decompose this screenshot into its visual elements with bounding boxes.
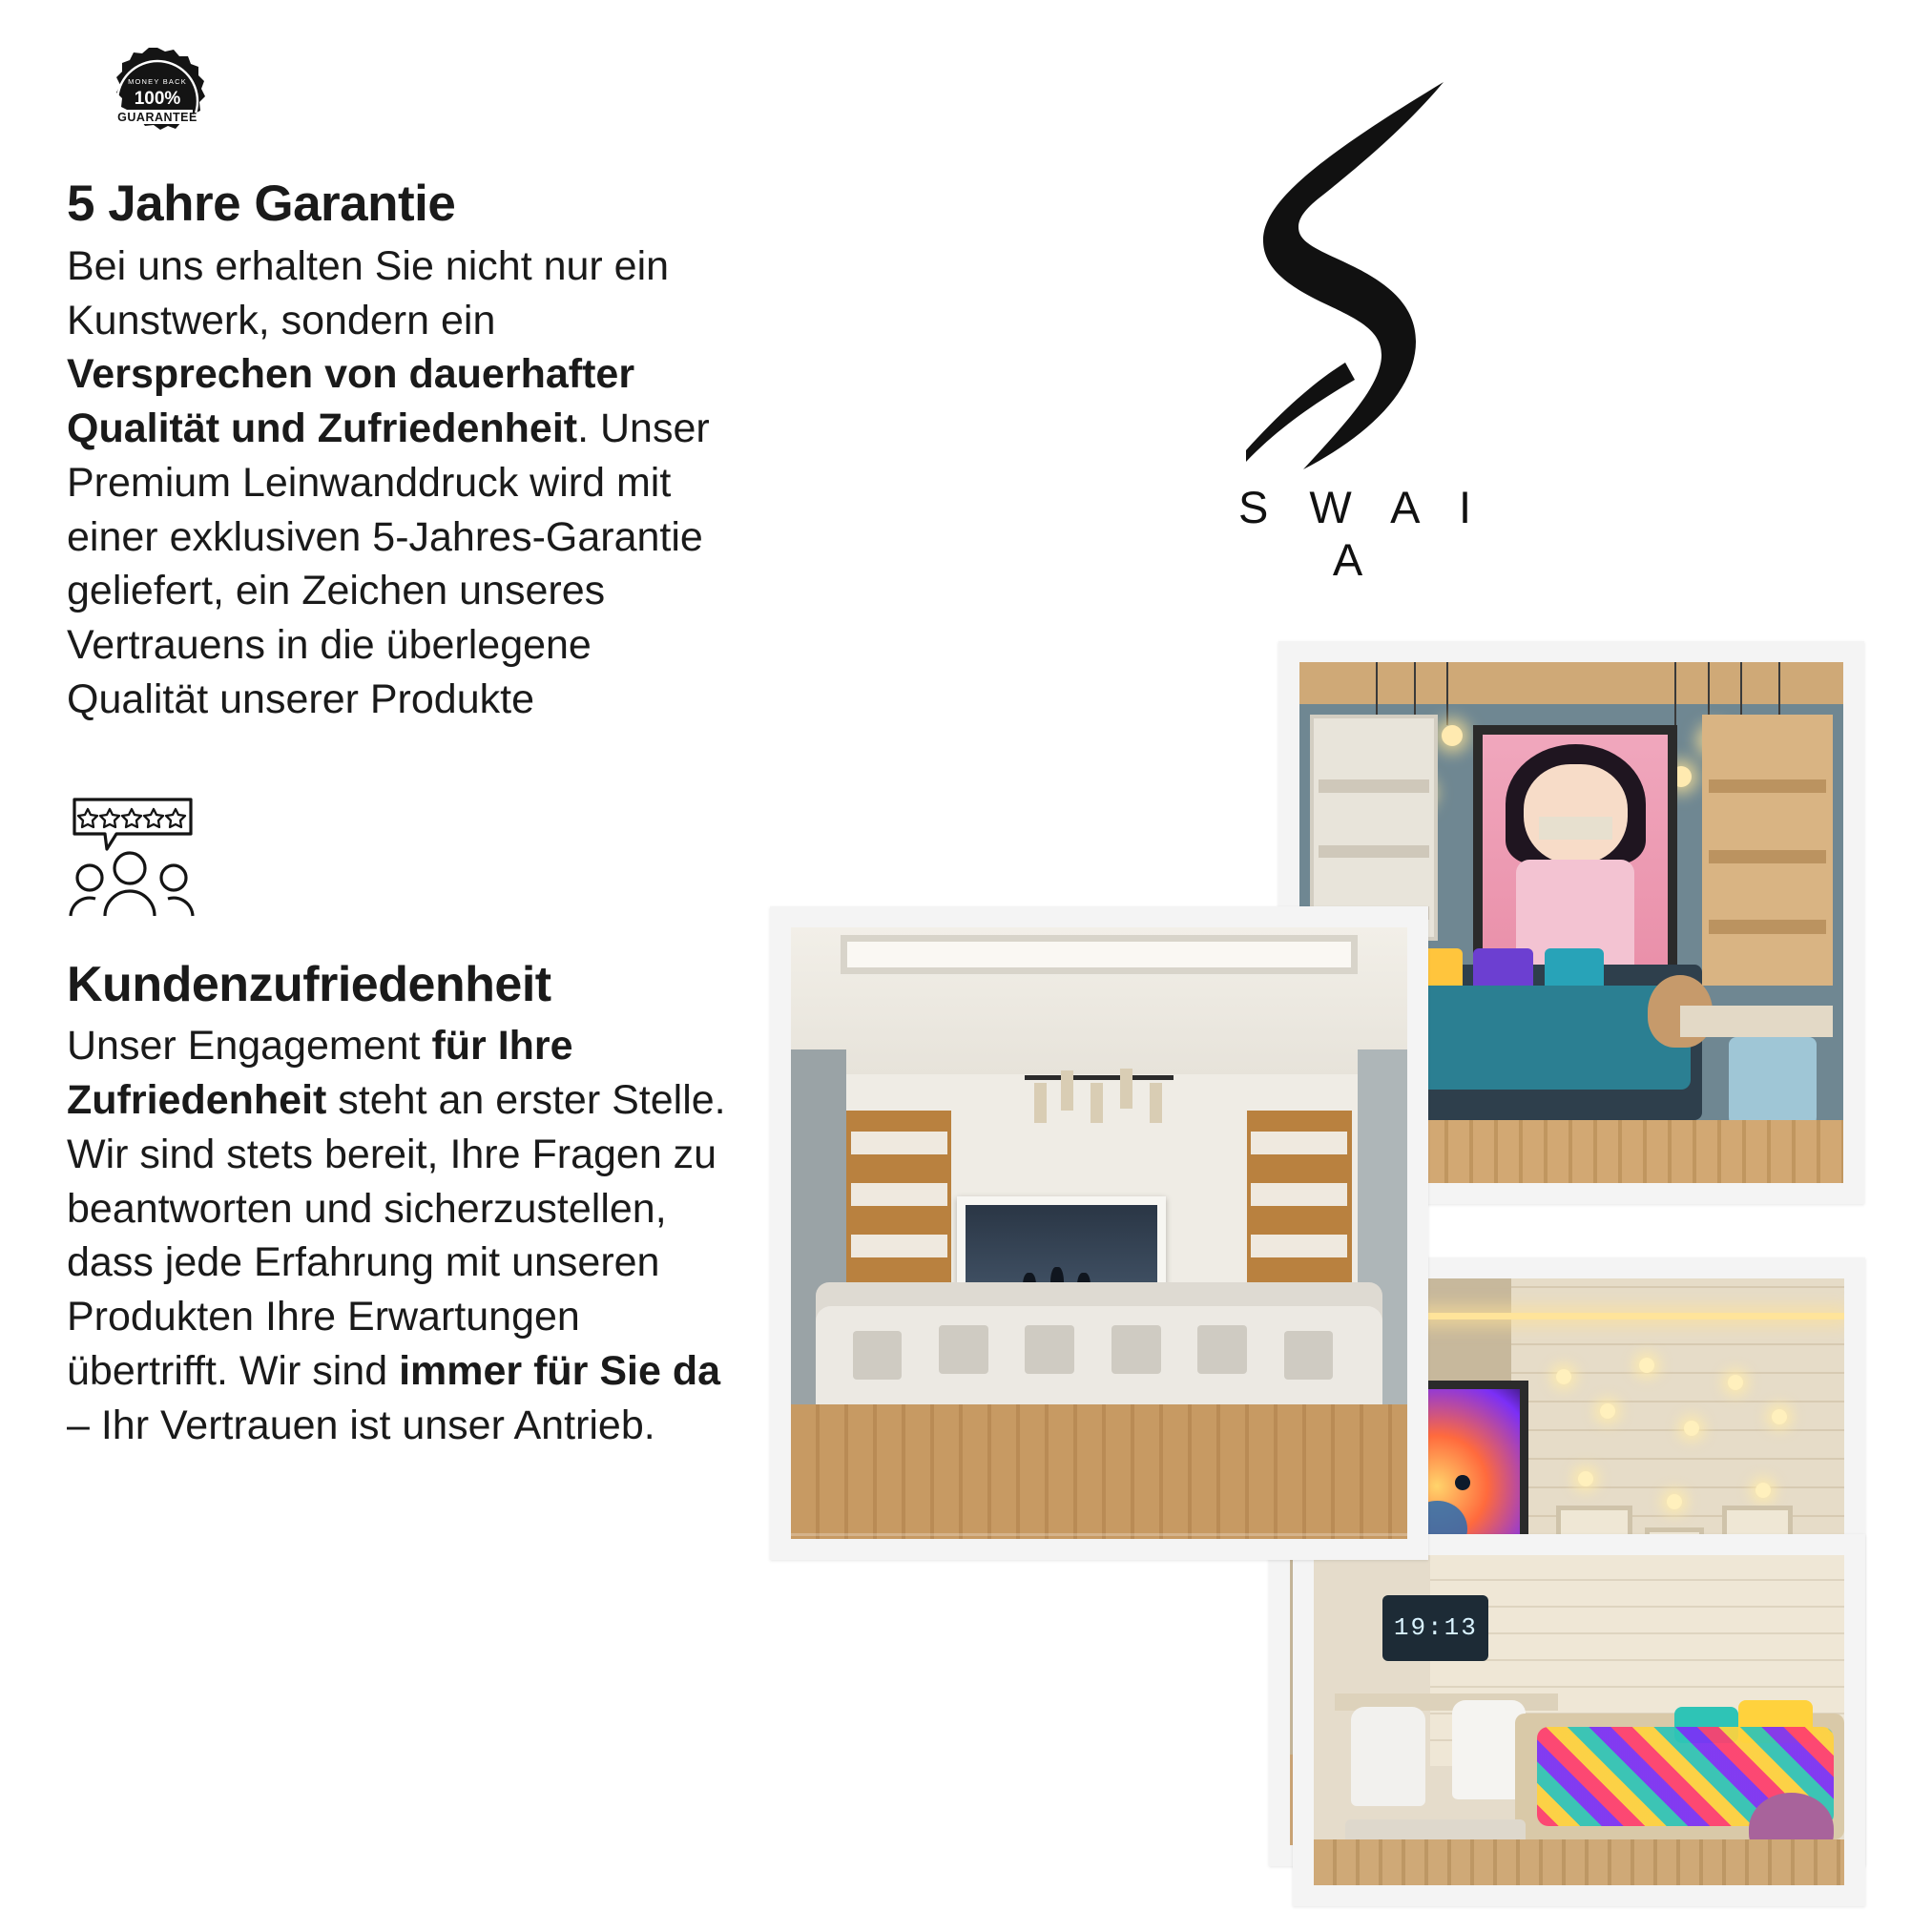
svg-text:★★★: ★★★ bbox=[140, 126, 175, 136]
guarantee-paragraph-part2: . Unser Premium Leinwanddruck wird mit einer exklusiven 5-Jahres-Garantie geliefert, ein Zeichen unseres Vertrauens in die überlegene Qualität unserer Produkte bbox=[67, 405, 710, 722]
guarantee-paragraph bbox=[67, 239, 735, 727]
colorful-bedroom-image bbox=[1314, 1555, 1844, 1885]
customer-review-stars-icon bbox=[67, 796, 234, 924]
guarantee-title: 5 Jahre Garantie bbox=[67, 176, 456, 232]
svg-text:100%: 100% bbox=[134, 89, 181, 109]
bedroom-digital-clock: 19:13 bbox=[1382, 1595, 1488, 1661]
money-back-guarantee-seal-icon bbox=[67, 46, 248, 158]
living-room-image bbox=[791, 927, 1407, 1539]
guarantee-text-block bbox=[67, 176, 754, 727]
colorful-bedroom-photo bbox=[1293, 1534, 1865, 1906]
swaia-s-logo-icon bbox=[1212, 76, 1498, 477]
satisfaction-paragraph bbox=[67, 1019, 735, 1452]
satisfaction-paragraph-part1: Unser Engagement bbox=[67, 1023, 432, 1070]
svg-text:MONEY BACK: MONEY BACK bbox=[128, 77, 187, 86]
brand-logo bbox=[1197, 76, 1512, 586]
satisfaction-paragraph-part2: steht an erster Stelle. Wir sind stets bereit, Ihre Fragen zu beantworten und sicherzustellen, dass jede Erfahrung mit unseren Produkten Ihre Erwartungen übertrifft. Wir sind bbox=[67, 1077, 726, 1394]
satisfaction-title: Kundenzufriedenheit bbox=[67, 956, 551, 1012]
satisfaction-paragraph-bold1: für Ihre Zufriedenheit bbox=[67, 1023, 573, 1124]
satisfaction-text-block bbox=[67, 957, 754, 1453]
guarantee-paragraph-part1: Bei uns erhalten Sie nicht nur ein Kunstwerk, sondern ein bbox=[67, 242, 670, 343]
living-room-wolves-photo bbox=[770, 906, 1428, 1560]
svg-text:GUARANTEE: GUARANTEE bbox=[117, 111, 197, 124]
guarantee-paragraph-bold1: Versprechen von dauerhafter Qualität und Zufriedenheit bbox=[67, 351, 635, 452]
satisfaction-paragraph-bold2: immer für Sie da bbox=[399, 1347, 721, 1394]
left-text-column bbox=[67, 46, 754, 1452]
brand-wordmark: S W A I A bbox=[1237, 482, 1486, 585]
satisfaction-paragraph-part3: – Ihr Vertrauen ist unser Antrieb. bbox=[67, 1402, 655, 1448]
